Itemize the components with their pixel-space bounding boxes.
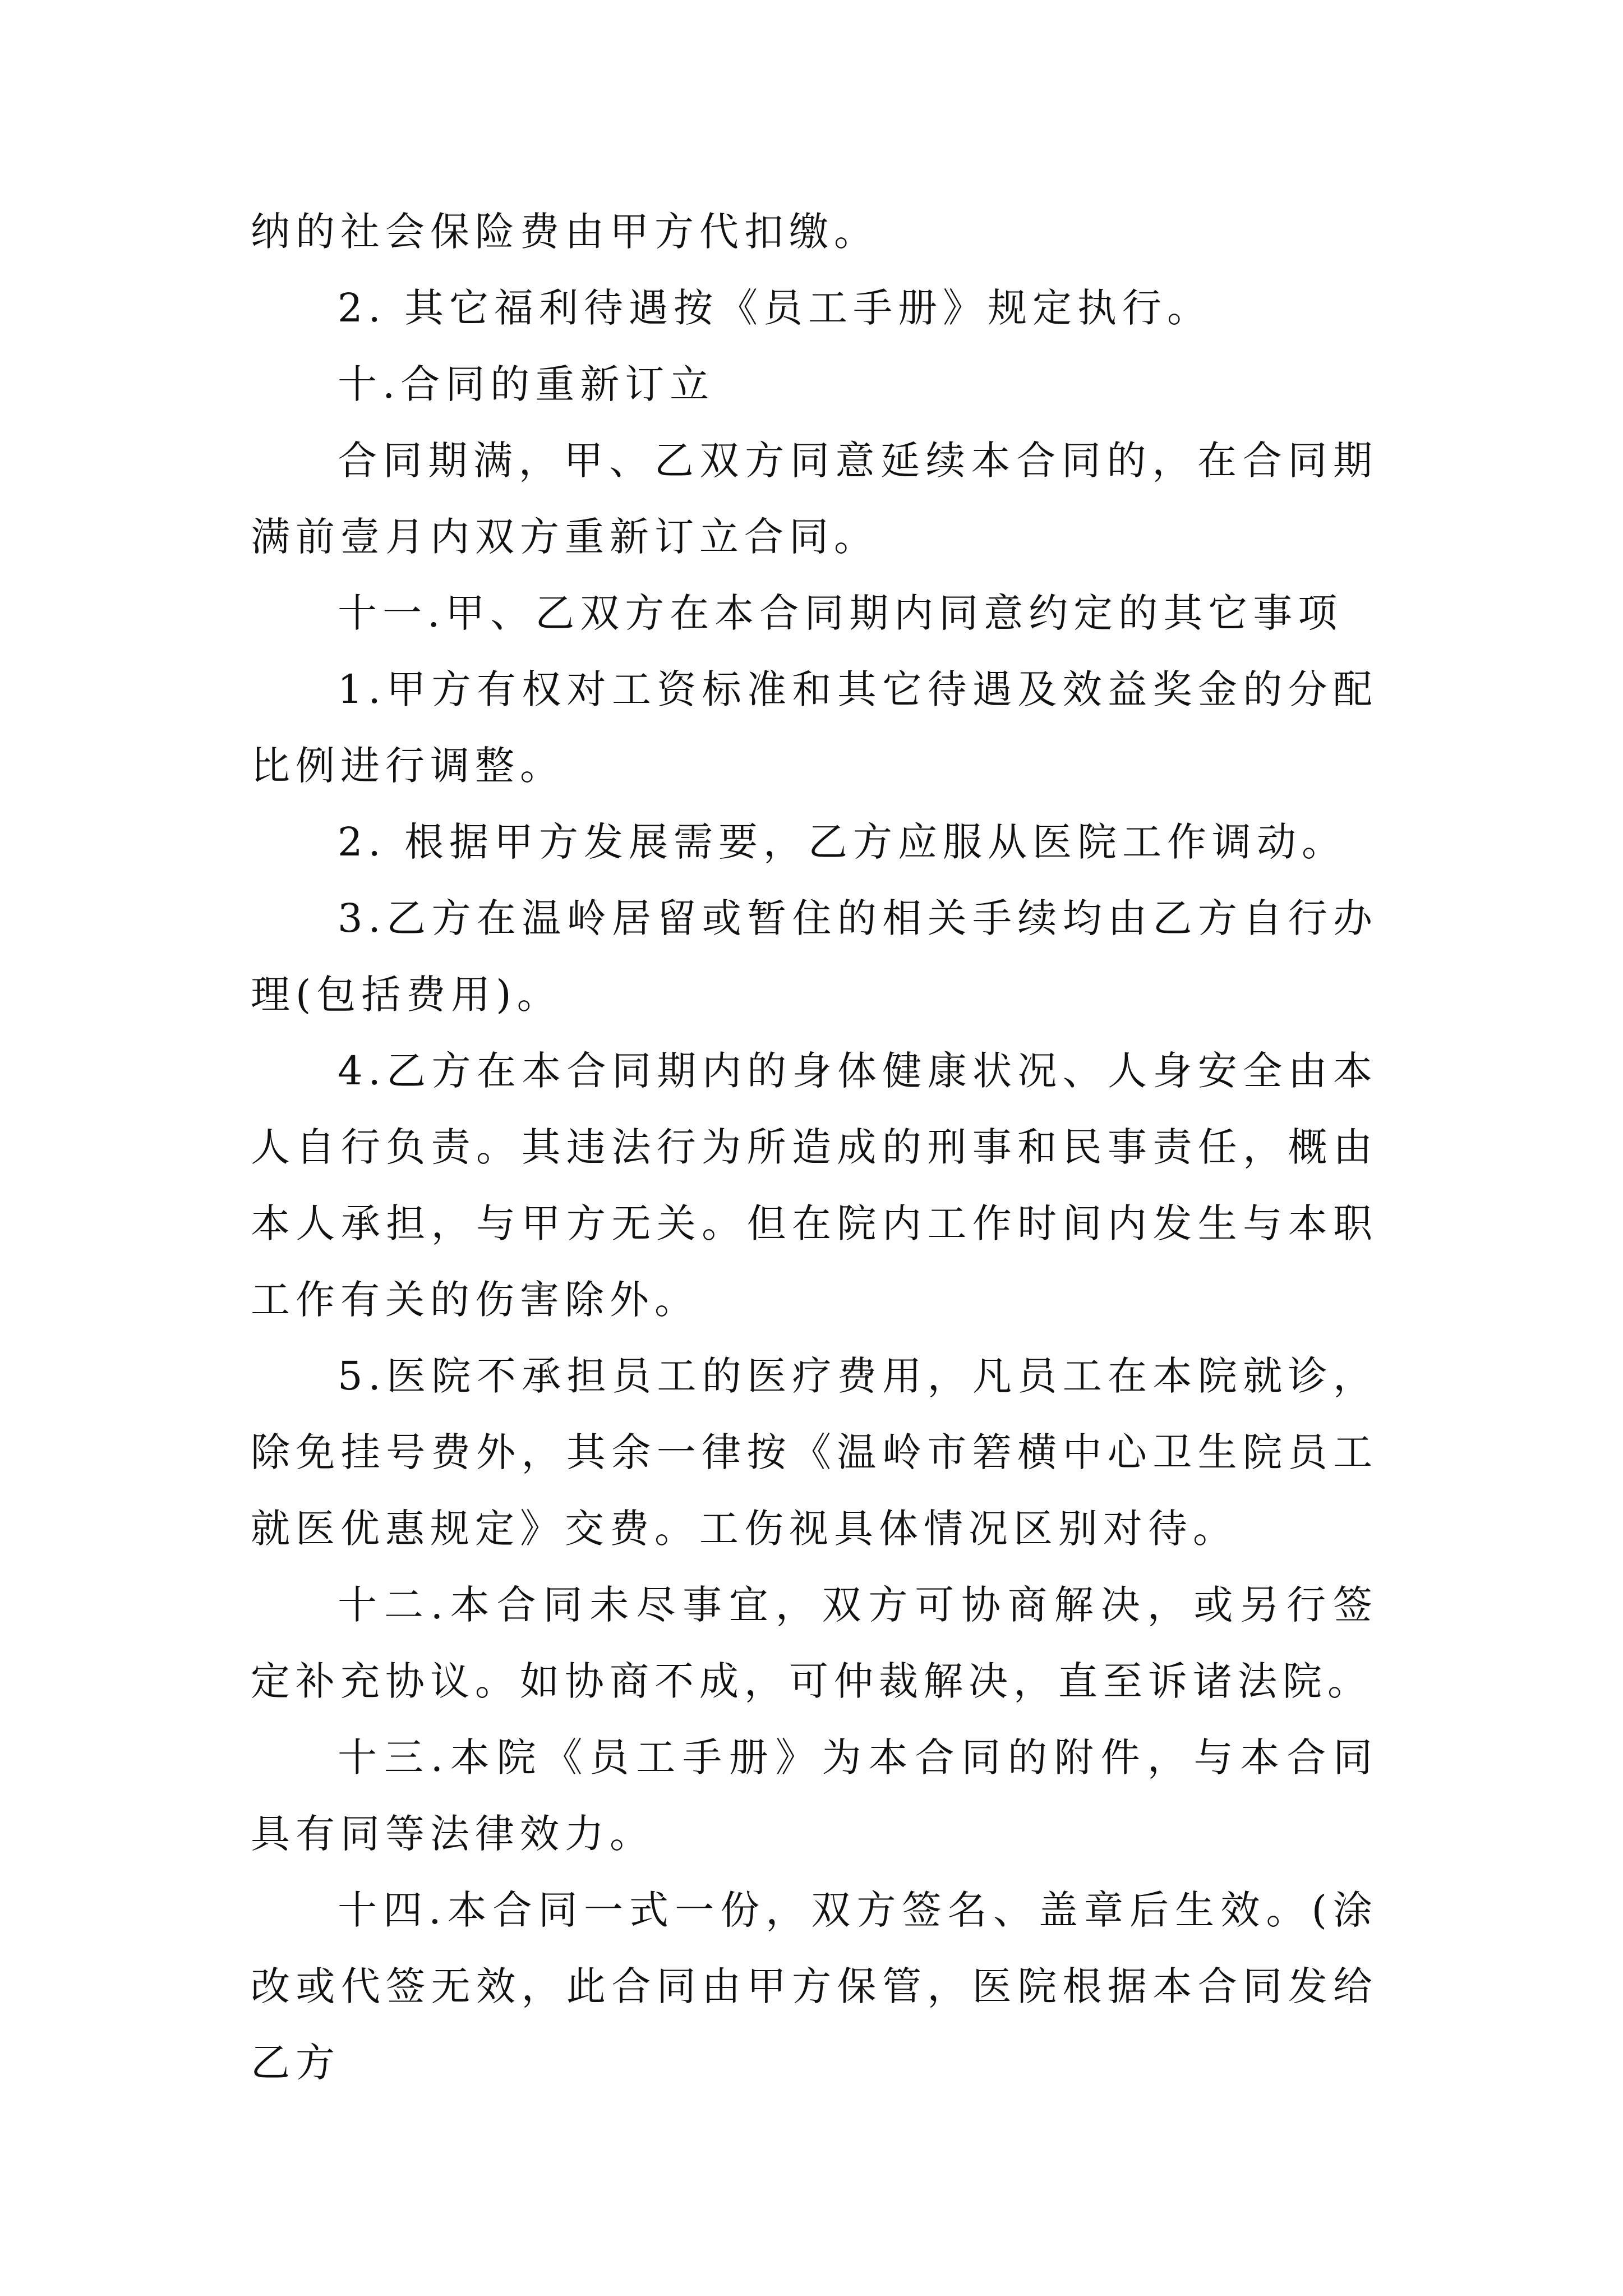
paragraph-contract-renewal: 合同期满，甲、乙双方同意延续本合同的，在合同期满前壹月内双方重新订立合同。	[251, 438, 1378, 560]
section-contract-copies: 十四.本合同一式一份，双方签名、盖章后生效。(涂改或代签无效，此合同由甲方保管，医院根据本合同发给乙方	[251, 1887, 1378, 2086]
section-unresolved-matters: 十二.本合同未尽事宜，双方可协商解决，或另行签定补充协议。如协商不成，可仲裁解决，直至诉诸法院。	[251, 1582, 1378, 1704]
paragraph-social-insurance: 纳的社会保险费由甲方代扣缴。	[251, 209, 879, 255]
paragraph-other-benefits: 2. 其它福利待遇按《员工手册》规定执行。	[338, 285, 1212, 331]
section-heading-other-matters: 十一.甲、乙双方在本合同期内同意约定的其它事项	[338, 590, 1343, 636]
document-body	[251, 194, 1378, 2101]
section-employee-handbook-annex: 十三.本院《员工手册》为本合同的附件，与本合同具有同等法律效力。	[251, 1734, 1378, 1857]
clause-medical-expenses: 5.医院不承担员工的医疗费用，凡员工在本院就诊，除免挂号费外，其余一律按《温岭市箬横中心卫生院员工就医优惠规定》交费。工伤视具体情况区别对待。	[251, 1353, 1378, 1552]
clause-work-transfer: 2. 根据甲方发展需要，乙方应服从医院工作调动。	[338, 819, 1347, 865]
clause-residence-procedures: 3.乙方在温岭居留或暂住的相关手续均由乙方自行办理(包括费用)。	[251, 895, 1378, 1018]
clause-salary-adjustment: 1.甲方有权对工资标准和其它待遇及效益奖金的分配比例进行调整。	[251, 666, 1378, 789]
clause-health-safety: 4.乙方在本合同期内的身体健康状况、人身安全由本人自行负责。其违法行为所造成的刑事和民事责任，概由本人承担，与甲方无关。但在院内工作时间内发生与本职工作有关的伤害除外。	[251, 1048, 1378, 1323]
section-heading-contract-renewal: 十.合同的重新订立	[338, 361, 715, 407]
